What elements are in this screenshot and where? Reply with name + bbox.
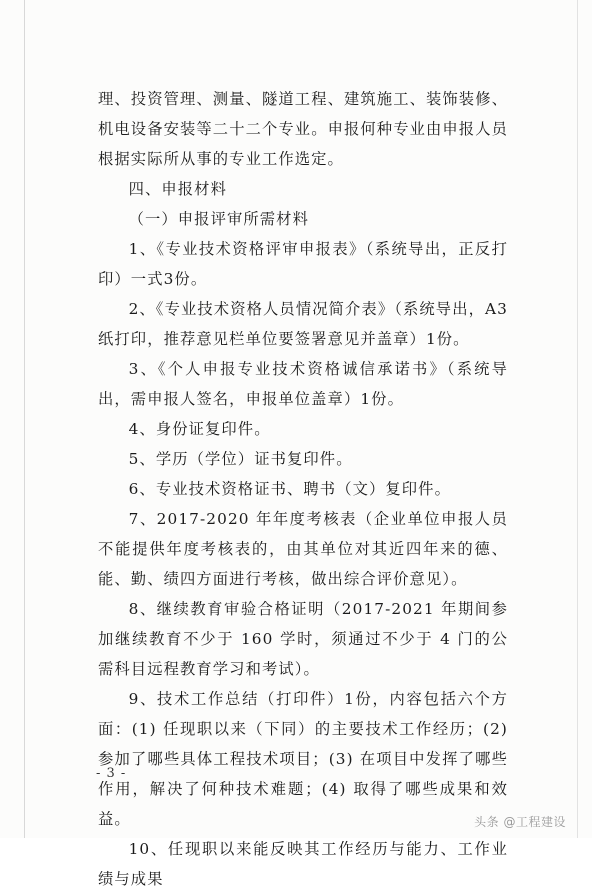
list-item-3: 3、《个人申报专业技术资格诚信承诺书》（系统导出，需申报人签名，申报单位盖章）1份。 [98, 360, 508, 408]
list-item-10: 10、任现职以来能反映其工作经历与能力、工作业绩与成果 [98, 840, 508, 888]
subsection-heading-required-materials: （一）申报评审所需材料 [128, 210, 309, 228]
list-item-6: 6、专业技术资格证书、聘书（文）复印件。 [128, 480, 451, 498]
list-item-7: 7、2017-2020 年年度考核表（企业单位申报人员不能提供年度考核表的，由其单位对其近四年来的德、能、勤、绩四方面进行考核，做出综合评价意见）。 [98, 510, 508, 588]
document-body [98, 84, 508, 894]
page-edge-right [577, 0, 578, 838]
list-item-4: 4、身份证复印件。 [128, 420, 271, 438]
list-item-1: 1、《专业技术资格评审申报表》（系统导出，正反打印）一式3份。 [98, 240, 508, 288]
watermark-text: 头条 @工程建设 [474, 815, 566, 829]
page-edge-left [24, 0, 25, 838]
section-heading-materials: 四、申报材料 [128, 180, 227, 198]
list-item-5: 5、学历（学位）证书复印件。 [128, 450, 353, 468]
paragraph-specialties: 理、投资管理、测量、隧道工程、建筑施工、装饰装修、机电设备安装等二十二个专业。申报何种专业由申报人员根据实际所从事的专业工作选定。 [98, 90, 508, 168]
page-number: - 3 - [96, 766, 127, 781]
list-item-2: 2、《专业技术资格人员情况简介表》（系统导出，A3纸打印，推荐意见栏单位要签署意见并盖章）1份。 [98, 300, 508, 348]
list-item-8: 8、继续教育审验合格证明（2017-2021 年期间参加继续教育不少于 160 学时，须通过不少于 4 门的公需科目远程教育学习和考试）。 [98, 600, 508, 678]
list-item-9: 9、技术工作总结（打印件）1份，内容包括六个方面：(1) 任现职以来（下同）的主要技术工作经历；(2) 参加了哪些具体工程技术项目；(3) 在项目中发挥了哪些作用，解决了何种技术难题；(4) 取得了哪些成果和效益。 [98, 690, 508, 828]
